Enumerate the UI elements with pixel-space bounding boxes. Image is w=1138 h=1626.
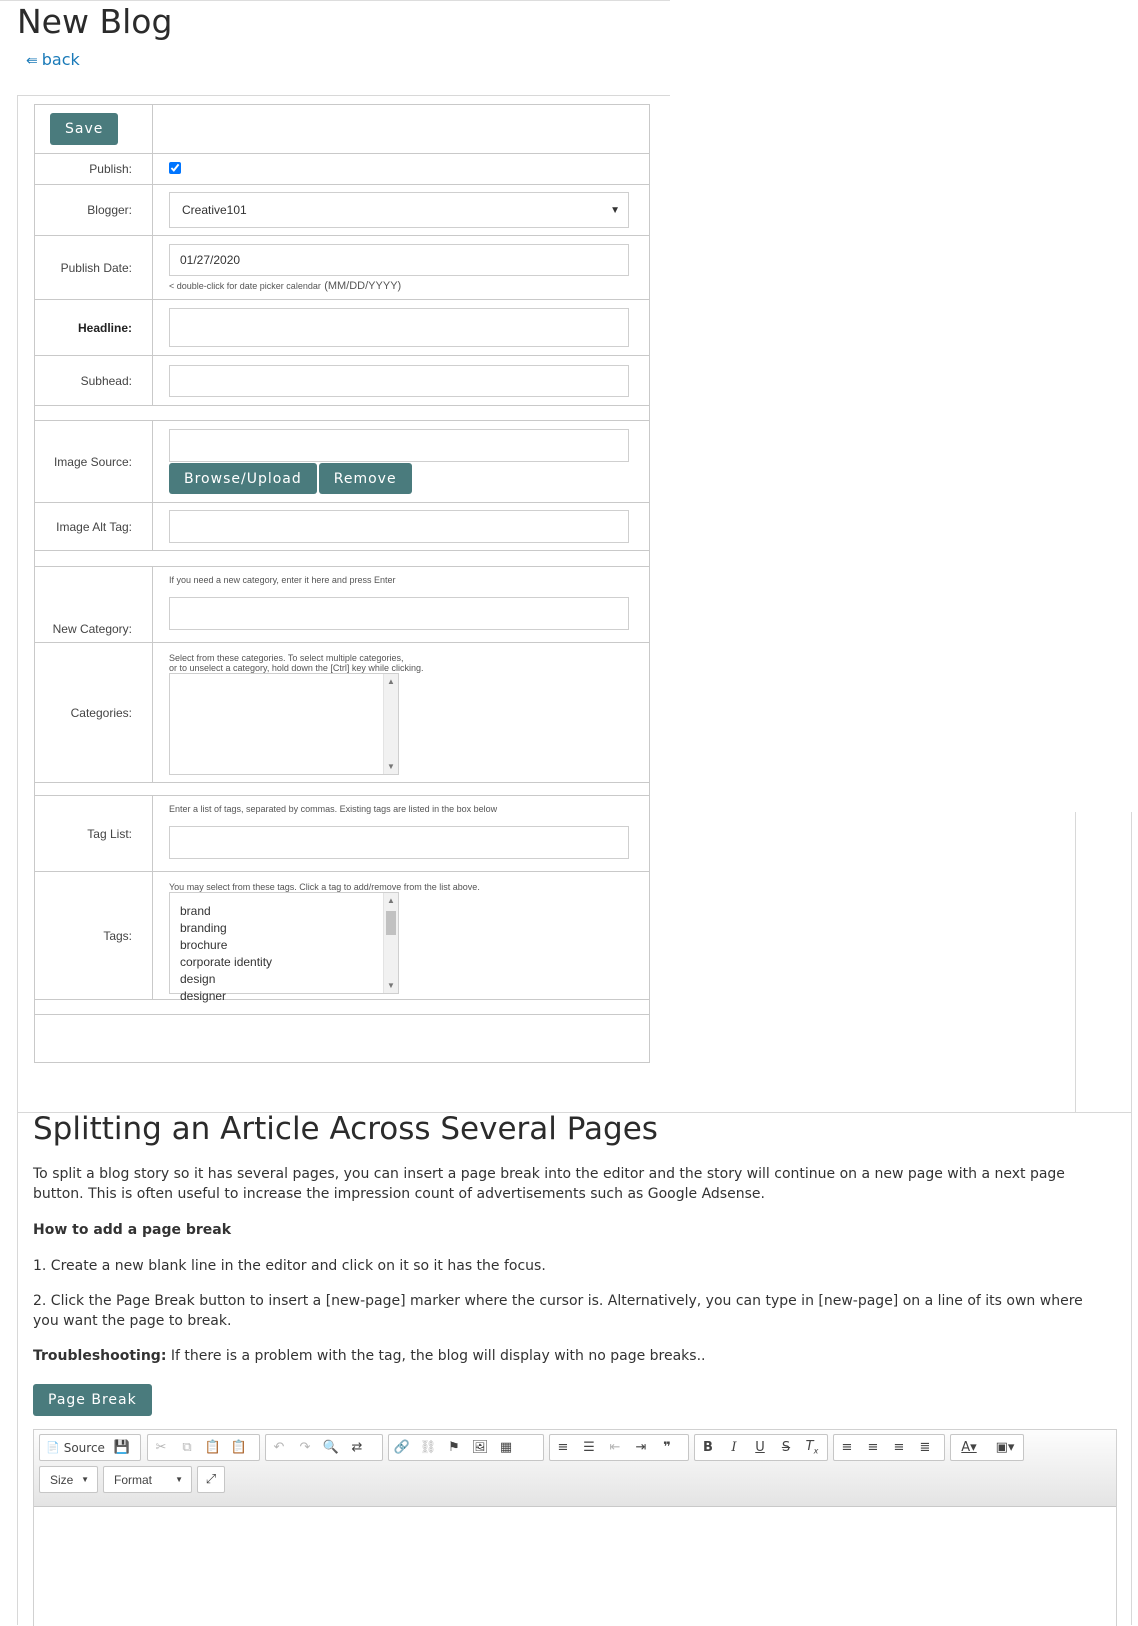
indent-icon[interactable]: ⇥ <box>635 1440 647 1455</box>
link-icon[interactable]: 🔗 <box>393 1440 411 1455</box>
scroll-down-icon: ▼ <box>387 981 395 990</box>
tag-option[interactable]: corporate identity <box>180 955 273 969</box>
page-title: New Blog <box>17 2 173 41</box>
blogger-value: Creative101 <box>182 203 247 217</box>
panel-divider <box>1075 812 1076 1112</box>
back-arrow-icon: ⇚ <box>26 53 38 69</box>
categories-listbox[interactable] <box>169 673 399 775</box>
maximize-icon[interactable]: ⤢ <box>205 1472 217 1487</box>
remove-format-icon[interactable]: $T_x$ <box>805 1439 819 1456</box>
tags-listbox[interactable] <box>169 892 399 1003</box>
format-select[interactable] <box>103 1466 192 1493</box>
headline-input[interactable] <box>169 308 629 347</box>
bulleted-list-icon[interactable]: ☰ <box>583 1440 595 1455</box>
subhead-input[interactable] <box>169 365 629 397</box>
troubleshooting-label: Troubleshooting: <box>33 1348 167 1364</box>
underline-icon[interactable]: U <box>755 1440 765 1455</box>
spacer-row <box>35 551 650 567</box>
categories-hint-2: or to unselect a category, hold down the [Ctrl] key while clicking. <box>169 663 424 673</box>
categories-label: Categories: <box>35 643 153 783</box>
scroll-up-icon: ▲ <box>387 896 395 905</box>
scroll-down-icon: ▼ <box>387 762 395 771</box>
tag-option[interactable]: designer <box>180 989 227 1003</box>
find-icon[interactable]: 🔍 <box>322 1440 340 1455</box>
replace-icon[interactable]: ⇄ <box>351 1440 363 1455</box>
strike-icon[interactable]: S <box>781 1440 791 1455</box>
caret-down-icon: ▼ <box>610 204 620 216</box>
empty-row <box>35 1015 650 1063</box>
article-intro: To split a blog story so it has several pages, you can insert a page break into the editor and the story will continue on a new page with a next page button. This is often useful to increase the impression count of advertisements such as Google Adsense. <box>33 1166 1065 1202</box>
image-icon[interactable]: 🖼 <box>471 1440 489 1455</box>
save-icon[interactable]: 💾 <box>113 1440 131 1455</box>
text-color-icon[interactable]: A▾ <box>961 1440 977 1455</box>
subhead-label: Subhead: <box>35 356 153 406</box>
panel-border-top <box>17 95 670 96</box>
undo-icon[interactable]: ↶ <box>273 1440 285 1455</box>
tags-hint: You may select from these tags. Click a tag to add/remove from the list above. <box>169 882 480 892</box>
caret-down-icon: ▼ <box>175 1475 183 1484</box>
caret-down-icon: ▼ <box>81 1475 89 1484</box>
image-alt-label: Image Alt Tag: <box>35 503 153 551</box>
outdent-icon[interactable]: ⇤ <box>609 1440 621 1455</box>
page-break-button[interactable]: Page Break <box>33 1384 152 1416</box>
anchor-icon[interactable]: ⚑ <box>448 1440 460 1455</box>
article-subheading: How to add a page break <box>33 1222 232 1238</box>
paste-icon[interactable]: 📋 <box>204 1440 222 1455</box>
panel-border-right <box>1131 812 1132 1625</box>
align-left-icon[interactable]: ≡ <box>841 1440 853 1455</box>
editor-content-area[interactable] <box>34 1507 1116 1626</box>
justify-icon[interactable]: ≣ <box>919 1440 931 1455</box>
article-step-2: 2. Click the Page Break button to insert a [new-page] marker where the cursor is. Alternatively, you can type in [new-page] on a line of its own where you want the page to break. <box>33 1293 1083 1329</box>
tag-list-hint: Enter a list of tags, separated by commas. Existing tags are listed in the box below <box>169 804 498 814</box>
source-button[interactable] <box>40 1441 109 1455</box>
size-select[interactable] <box>39 1466 98 1493</box>
bg-color-icon[interactable]: ▣▾ <box>995 1440 1015 1455</box>
publish-date-input[interactable] <box>169 244 629 276</box>
tag-option[interactable]: design <box>180 972 216 986</box>
copy-icon[interactable]: ⧉ <box>182 1440 192 1455</box>
numbered-list-icon[interactable]: ≡ <box>557 1440 569 1455</box>
rich-text-editor <box>33 1429 1117 1626</box>
new-category-input[interactable] <box>169 597 629 630</box>
source-icon: 📄 <box>46 1441 60 1454</box>
image-alt-input[interactable] <box>169 510 629 543</box>
tag-list-input[interactable] <box>169 826 629 859</box>
blogger-label: Blogger: <box>35 185 153 236</box>
image-source-input[interactable] <box>169 429 629 462</box>
tags-label: Tags: <box>35 872 153 1000</box>
publish-label: Publish: <box>35 154 153 185</box>
source-label: Source <box>63 1440 105 1455</box>
save-button[interactable]: Save <box>50 113 118 145</box>
blog-form <box>34 104 650 1063</box>
editor-toolbar <box>34 1430 1116 1507</box>
bold-icon[interactable]: B <box>703 1440 713 1455</box>
publish-date-hint: < double-click for date picker calendar <box>169 280 321 291</box>
publish-checkbox[interactable] <box>169 162 181 174</box>
new-category-label: New Category: <box>35 567 153 643</box>
troubleshooting-text: If there is a problem with the tag, the blog will display with no page breaks.. <box>166 1348 706 1364</box>
new-category-hint: If you need a new category, enter it here and press Enter <box>169 575 396 585</box>
cut-icon[interactable]: ✂ <box>155 1440 167 1455</box>
article-step-1: 1. Create a new blank line in the editor and click on it so it has the focus. <box>33 1258 546 1274</box>
article-troubleshooting <box>33 1346 1103 1366</box>
blockquote-icon[interactable]: ❞ <box>663 1440 671 1455</box>
publish-date-format: (MM/DD/YYYY) <box>324 279 402 292</box>
blogger-select[interactable] <box>169 192 629 228</box>
back-link[interactable] <box>26 50 80 69</box>
scroll-thumb[interactable] <box>386 911 396 935</box>
italic-icon[interactable]: I <box>731 1440 737 1455</box>
tag-option[interactable]: branding <box>180 921 227 935</box>
back-link-label: back <box>41 50 80 69</box>
remove-image-button[interactable]: Remove <box>319 463 412 494</box>
headline-label: Headline: <box>35 300 153 356</box>
categories-hint-1: Select from these categories. To select multiple categories, <box>169 653 404 663</box>
redo-icon[interactable]: ↷ <box>299 1440 311 1455</box>
publish-date-label: Publish Date: <box>35 236 153 300</box>
spacer-row <box>35 406 650 421</box>
format-label: Format <box>114 1472 153 1487</box>
align-right-icon[interactable]: ≡ <box>893 1440 905 1455</box>
tag-option[interactable]: brochure <box>180 938 228 952</box>
unlink-icon[interactable]: ⛓ <box>419 1440 437 1455</box>
tags-scrollbar[interactable] <box>383 893 398 993</box>
align-center-icon[interactable]: ≡ <box>867 1440 879 1455</box>
scroll-up-icon: ▲ <box>387 677 395 686</box>
top-rule <box>0 0 670 1</box>
browse-upload-button[interactable]: Browse/Upload <box>169 463 317 494</box>
tag-option[interactable]: brand <box>180 904 211 918</box>
tag-list-label: Tag List: <box>35 796 153 872</box>
paste-text-icon[interactable]: 📋 <box>230 1440 248 1455</box>
spacer-row <box>35 783 650 796</box>
table-icon[interactable]: ▦ <box>499 1440 513 1455</box>
categories-scrollbar[interactable] <box>383 674 398 774</box>
size-label: Size <box>50 1472 74 1487</box>
image-source-label: Image Source: <box>35 421 153 503</box>
article-title: Splitting an Article Across Several Pages <box>33 1111 658 1147</box>
panel-border-left <box>17 95 18 1625</box>
